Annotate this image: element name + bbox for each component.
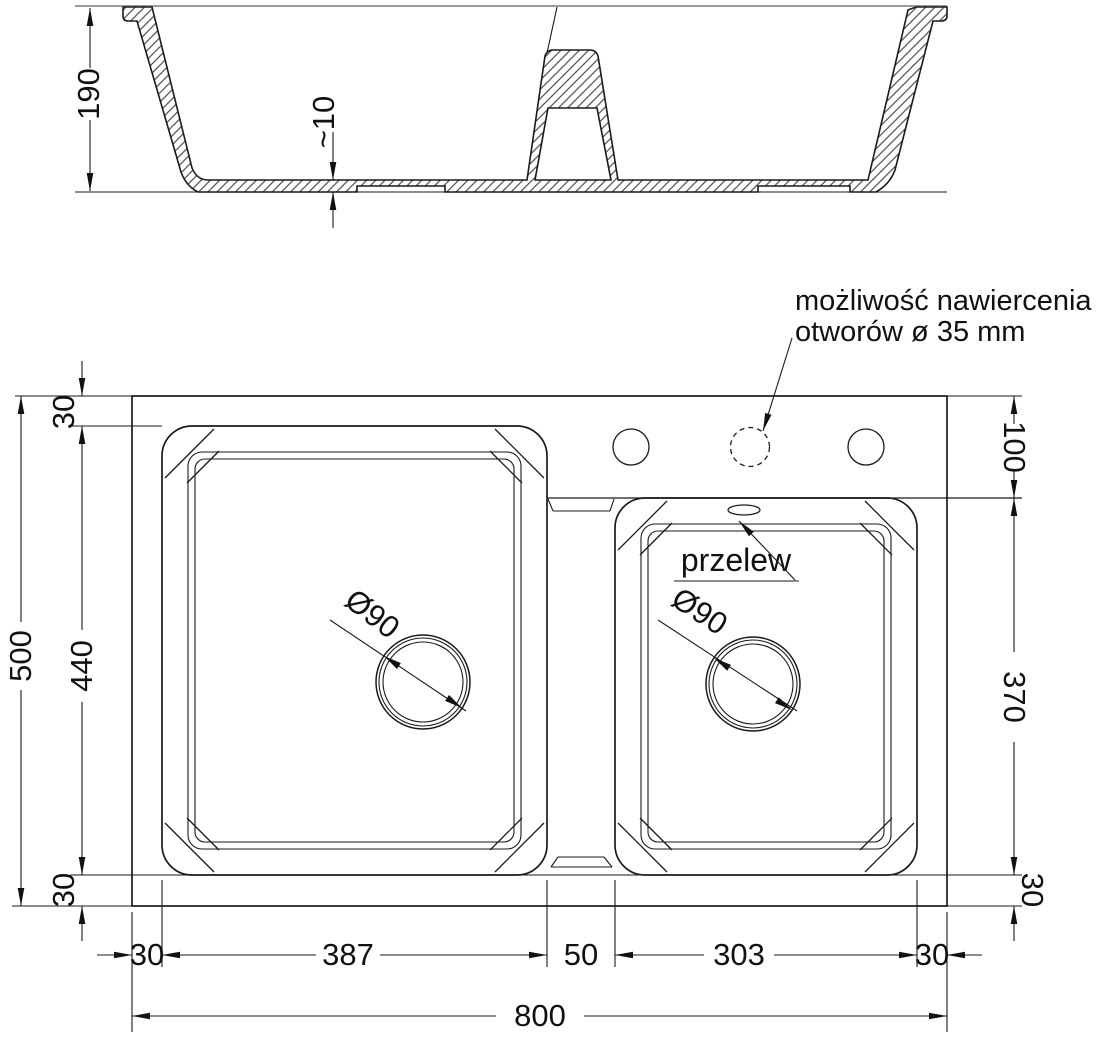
- faucet-hole-left: [613, 429, 649, 465]
- chain-left-margin: 30: [129, 937, 165, 972]
- dim-total-depth: [3, 396, 38, 906]
- svg-text:100: 100: [997, 421, 1032, 473]
- dim-top-offset: [46, 361, 82, 429]
- svg-text:800: 800: [514, 998, 566, 1033]
- left-drain-diameter-label: Ø90: [338, 581, 407, 646]
- svg-text:370: 370: [997, 671, 1032, 723]
- dim-section-depth: [71, 8, 106, 191]
- overflow-annotation: [674, 505, 799, 581]
- svg-text:30: 30: [1015, 872, 1050, 908]
- right-drain-diameter-label: Ø90: [665, 580, 734, 642]
- svg-text:30: 30: [46, 394, 81, 430]
- sink-outline: [132, 396, 947, 906]
- overflow-hole: [728, 505, 760, 515]
- dim-total-width: [132, 998, 947, 1033]
- chain-right-margin: 30: [914, 937, 950, 972]
- dim-right-deck-depth: [997, 396, 1032, 498]
- divider-channel: [551, 857, 612, 867]
- dim-bottom-offset-left: [46, 873, 82, 941]
- drill-note-line2: otworów ø 35 mm: [795, 316, 1026, 348]
- right-drain: [658, 581, 800, 731]
- plan-view: [3, 285, 1092, 1033]
- dim-bottom-offset-right: [1014, 873, 1050, 941]
- deck-edge-line: [547, 7, 557, 53]
- overflow-label: przelew: [680, 542, 792, 578]
- chain-center-gap: 50: [563, 937, 599, 972]
- drill-note-line1: możliwość nawiercenia: [795, 285, 1092, 317]
- floor-thickness-label: ~10: [306, 95, 341, 149]
- sink-cross-section-profile: [123, 7, 947, 192]
- faucet-hole-right: [848, 429, 884, 465]
- chain-left-bowl-width: 387: [322, 937, 374, 972]
- left-bowl-corner-chamfers: [165, 429, 544, 872]
- svg-text:30: 30: [46, 872, 81, 908]
- dim-right-bowl-depth: [997, 498, 1032, 875]
- section-depth-label: 190: [71, 68, 106, 120]
- dim-chain: [97, 937, 982, 972]
- divider-step: [548, 499, 614, 511]
- optional-drill-hole: [731, 428, 770, 467]
- section-view: [71, 6, 947, 228]
- svg-text:500: 500: [3, 630, 38, 682]
- svg-text:440: 440: [64, 640, 99, 692]
- dim-floor-thickness: [306, 96, 341, 228]
- left-bowl: [162, 426, 547, 875]
- left-drain: [330, 582, 470, 729]
- drill-note: [763, 285, 1092, 431]
- chain-right-bowl-width: 303: [713, 937, 765, 972]
- dim-left-bowl-depth: [64, 426, 99, 875]
